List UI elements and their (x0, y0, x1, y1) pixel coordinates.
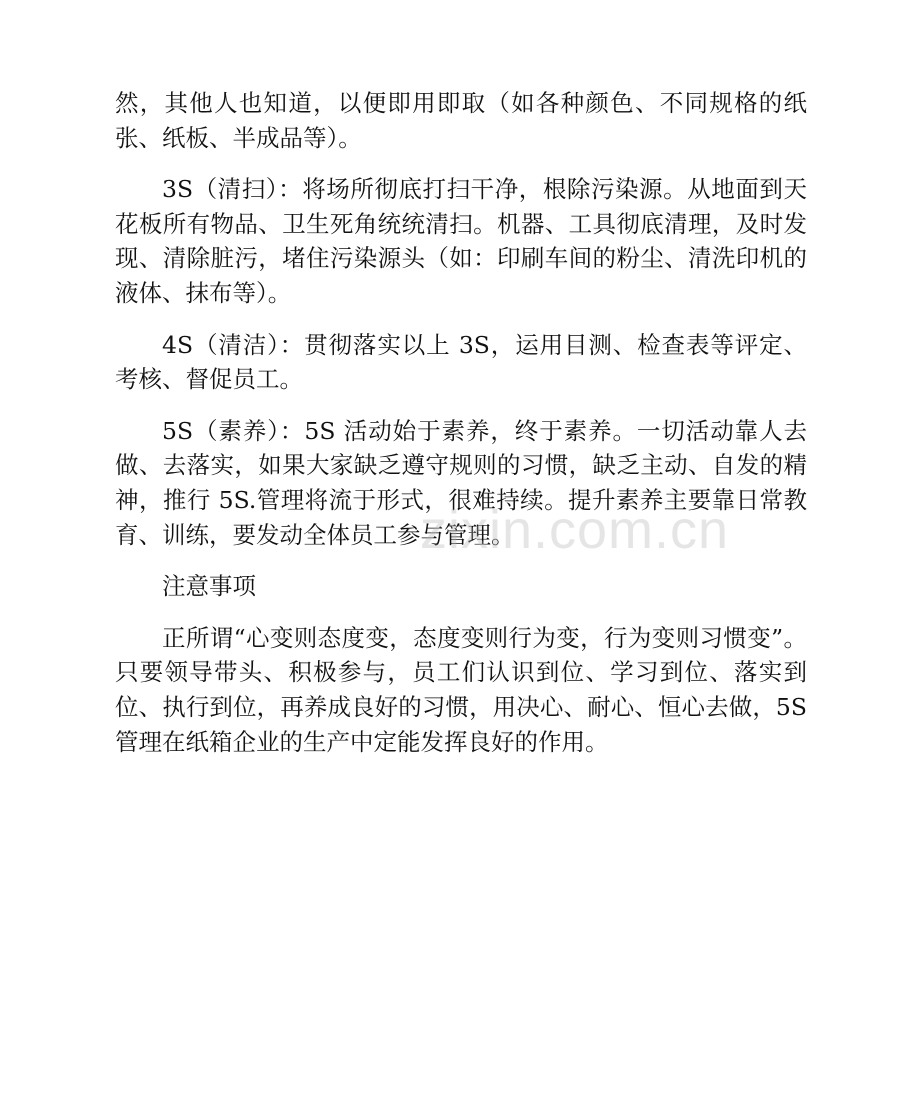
paragraph-continuation: 然，其他人也知道，以便即用即取（如各种颜色、不同规格的纸张、纸板、半成品等）。 (115, 89, 807, 152)
paragraph-5s-discipline: 5S（素养）：5S 活动始于素养，终于素养。一切活动靠人去做、去落实，如果大家缺乏遵守规则的习惯，缺乏主动、自发的精神，推行 5S.管理将流于形式，很难持续。提升素养主要靠日常教育、训练，要发动全体员工参与管理。 (115, 416, 807, 549)
paragraph-conclusion: 正所谓“心变则态度变，态度变则行为变，行为变则习惯变”。只要领导带头、积极参与，员工们认识到位、学习到位、落实到位、执行到位，再养成良好的习惯，用决心、耐心、恒心去做，5S 管理在纸箱企业的生产中定能发挥良好的作用。 (115, 623, 807, 756)
section-heading-notes: 注意事项 (162, 572, 256, 601)
watermark: zixin.com.cn (420, 500, 730, 560)
document-page (115, 86, 807, 776)
paragraph-3s-cleaning: 3S（清扫）：将场所彻底打扫干净，根除污染源。从地面到天花板所有物品、卫生死角统统清扫。机器、工具彻底清理，及时发现、清除脏污，堵住污染源头（如：印刷车间的粉尘、清洗印机的液体、抹布等）。 (115, 175, 807, 307)
paragraph-4s-tidiness: 4S（清洁）：贯彻落实以上 3S，运用目测、检查表等评定、考核、督促员工。 (115, 330, 807, 394)
